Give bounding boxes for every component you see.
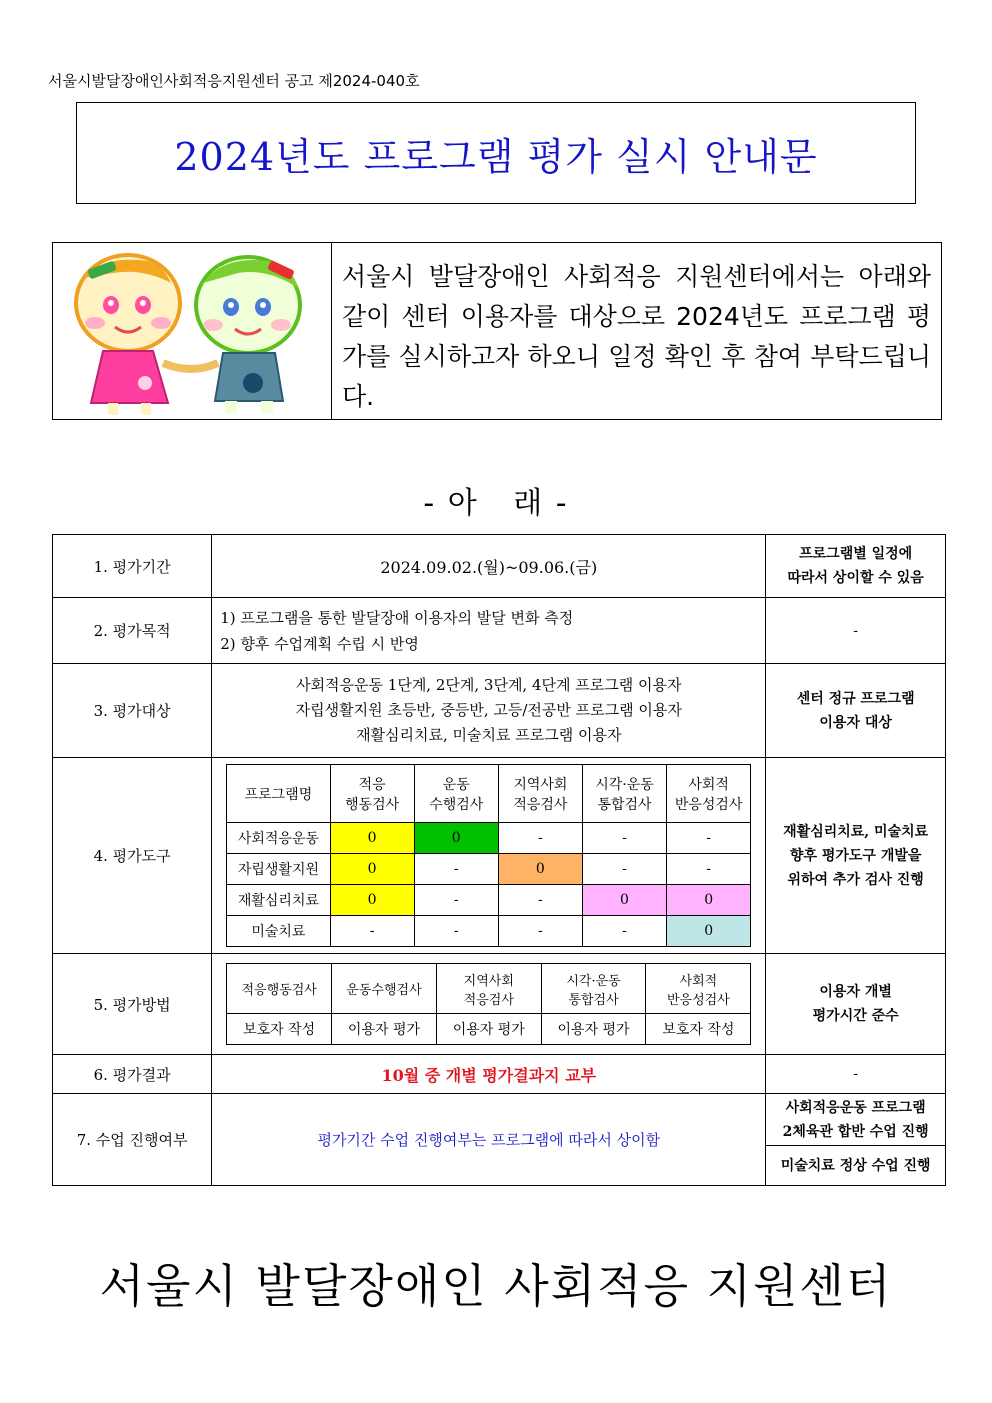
- target-note-line2: 이용자 대상: [819, 714, 892, 731]
- class-value: 평가기간 수업 진행여부는 프로그램에 따라서 상이함: [212, 1094, 766, 1186]
- tools-note-line2: 향후 평가도구 개발을: [789, 847, 922, 864]
- mascot-characters-icon: [53, 243, 331, 419]
- result-note: -: [766, 1055, 946, 1094]
- tools-cell: -: [414, 916, 498, 947]
- tools-corner: 프로그램명: [227, 765, 330, 823]
- tools-cell: -: [414, 854, 498, 885]
- method-value: 이용자 평가: [436, 1014, 541, 1045]
- class-note-1: [766, 1094, 946, 1146]
- info-table: [52, 534, 946, 1186]
- period-note-line2: 따라서 상이할 수 있음: [787, 570, 924, 586]
- purpose-label: 2. 평가목적: [53, 598, 212, 664]
- method-header-2: 지역사회 적응검사: [436, 964, 541, 1014]
- tools-cell: 0: [498, 854, 582, 885]
- tools-header-1: 운동 수행검사: [414, 765, 498, 823]
- row-purpose: [53, 598, 946, 664]
- tools-cell: -: [667, 823, 751, 854]
- tools-header-0: 적응 행동검사: [330, 765, 414, 823]
- period-note: [766, 535, 946, 598]
- tools-cell: 0: [667, 916, 751, 947]
- tools-cell: -: [582, 916, 666, 947]
- period-value: 2024.09.02.(월)~09.06.(금): [212, 535, 766, 598]
- method-header-1: 운동수행검사: [332, 964, 437, 1014]
- target-value: [212, 664, 766, 758]
- class-label: 7. 수업 진행여부: [53, 1094, 212, 1186]
- result-label: 6. 평가결과: [53, 1055, 212, 1094]
- tools-cell: -: [498, 916, 582, 947]
- method-header-0: 적응행동검사: [227, 964, 332, 1014]
- target-line2: 자립생활지원 초등반, 중등반, 고등/전공반 프로그램 이용자: [295, 701, 682, 719]
- target-note-line1: 센터 정규 프로그램: [796, 690, 915, 707]
- row-period: [53, 535, 946, 598]
- method-value: 이용자 평가: [332, 1014, 437, 1045]
- tools-row-1: [227, 854, 751, 885]
- purpose-line2: 2) 향후 수업계획 수립 시 반영: [220, 634, 419, 653]
- intro-text: 서울시 발달장애인 사회적응 지원센터에서는 아래와 같이 센터 이용자를 대상으로 2024년도 프로그램 평가를 실시하고자 하오니 일정 확인 후 참여 부탁드립니다.: [342, 262, 931, 411]
- title-box: [76, 102, 916, 204]
- tools-row-0: [227, 823, 751, 854]
- method-header-3: 시각·운동 통합검사: [541, 964, 646, 1014]
- method-label: 5. 평가방법: [53, 954, 212, 1055]
- page-title: 2024년도 프로그램 평가 실시 안내문: [174, 134, 818, 179]
- tools-header-4: 사회적 반응성검사: [667, 765, 751, 823]
- class-note-1-line1: 사회적응운동 프로그램: [785, 1099, 926, 1116]
- method-value: 이용자 평가: [541, 1014, 646, 1045]
- tools-cell: 0: [330, 885, 414, 916]
- intro-box: [52, 242, 942, 420]
- row-class: [53, 1094, 946, 1146]
- tools-row-name: 사회적응운동: [227, 823, 330, 854]
- tools-cell: -: [414, 885, 498, 916]
- tools-row-name: 재활심리치료: [227, 885, 330, 916]
- tools-cell: [212, 758, 766, 954]
- tools-header-2: 지역사회 적응검사: [498, 765, 582, 823]
- row-target: [53, 664, 946, 758]
- row-result: [53, 1055, 946, 1094]
- tools-cell: -: [582, 823, 666, 854]
- tools-cell: -: [498, 823, 582, 854]
- result-value: 10월 중 개별 평가결과지 교부: [212, 1055, 766, 1094]
- tools-cell: 0: [330, 854, 414, 885]
- method-note-line1: 이용자 개별: [819, 984, 892, 1000]
- method-cell: [212, 954, 766, 1055]
- mascot-illustration: [53, 243, 332, 419]
- row-method: [53, 954, 946, 1055]
- purpose-note: -: [766, 598, 946, 664]
- method-note-line2: 평가시간 준수: [812, 1008, 899, 1024]
- tools-table: [226, 764, 751, 947]
- method-value: 보호자 작성: [646, 1014, 751, 1045]
- tools-cell: 0: [582, 885, 666, 916]
- tools-label: 4. 평가도구: [53, 758, 212, 954]
- method-header-row: [227, 964, 751, 1014]
- period-label: 1. 평가기간: [53, 535, 212, 598]
- tools-note-line1: 재활심리치료, 미술치료: [783, 823, 929, 840]
- target-line1: 사회적응운동 1단계, 2단계, 3단계, 4단계 프로그램 이용자: [296, 676, 682, 694]
- tools-note-line3: 위하여 추가 검사 진행: [787, 871, 924, 888]
- tools-cell: -: [582, 854, 666, 885]
- tools-cell: -: [667, 854, 751, 885]
- method-table: [226, 963, 751, 1045]
- purpose-line1: 1) 프로그램을 통한 발달장애 이용자의 발달 변화 측정: [220, 608, 574, 627]
- tools-row-name: 미술치료: [227, 916, 330, 947]
- section-heading: - 아 래 -: [423, 486, 569, 521]
- row-tools: [53, 758, 946, 954]
- tools-cell: 0: [330, 823, 414, 854]
- method-note: [766, 954, 946, 1055]
- footer-organization: 서울시 발달장애인 사회적응 지원센터: [99, 1259, 893, 1313]
- tools-cell: -: [330, 916, 414, 947]
- method-header-4: 사회적 반응성검사: [646, 964, 751, 1014]
- tools-cell: -: [498, 885, 582, 916]
- target-label: 3. 평가대상: [53, 664, 212, 758]
- class-note-2: 미술치료 정상 수업 진행: [766, 1146, 946, 1186]
- method-value-row: [227, 1014, 751, 1045]
- tools-cell: 0: [414, 823, 498, 854]
- target-note: [766, 664, 946, 758]
- period-note-line1: 프로그램별 일정에: [799, 546, 913, 562]
- tools-header-row: [227, 765, 751, 823]
- class-note-1-line2: 2체육관 합반 수업 진행: [782, 1123, 929, 1140]
- tools-row-2: [227, 885, 751, 916]
- method-value: 보호자 작성: [227, 1014, 332, 1045]
- tools-note: [766, 758, 946, 954]
- tools-row-3: [227, 916, 751, 947]
- tools-row-name: 자립생활지원: [227, 854, 330, 885]
- tools-cell: 0: [667, 885, 751, 916]
- notice-number: 서울시발달장애인사회적응지원센터 공고 제2024-040호: [48, 72, 420, 90]
- tools-header-3: 시각·운동 통합검사: [582, 765, 666, 823]
- purpose-value: [212, 598, 766, 664]
- target-line3: 재활심리치료, 미술치료 프로그램 이용자: [356, 726, 622, 744]
